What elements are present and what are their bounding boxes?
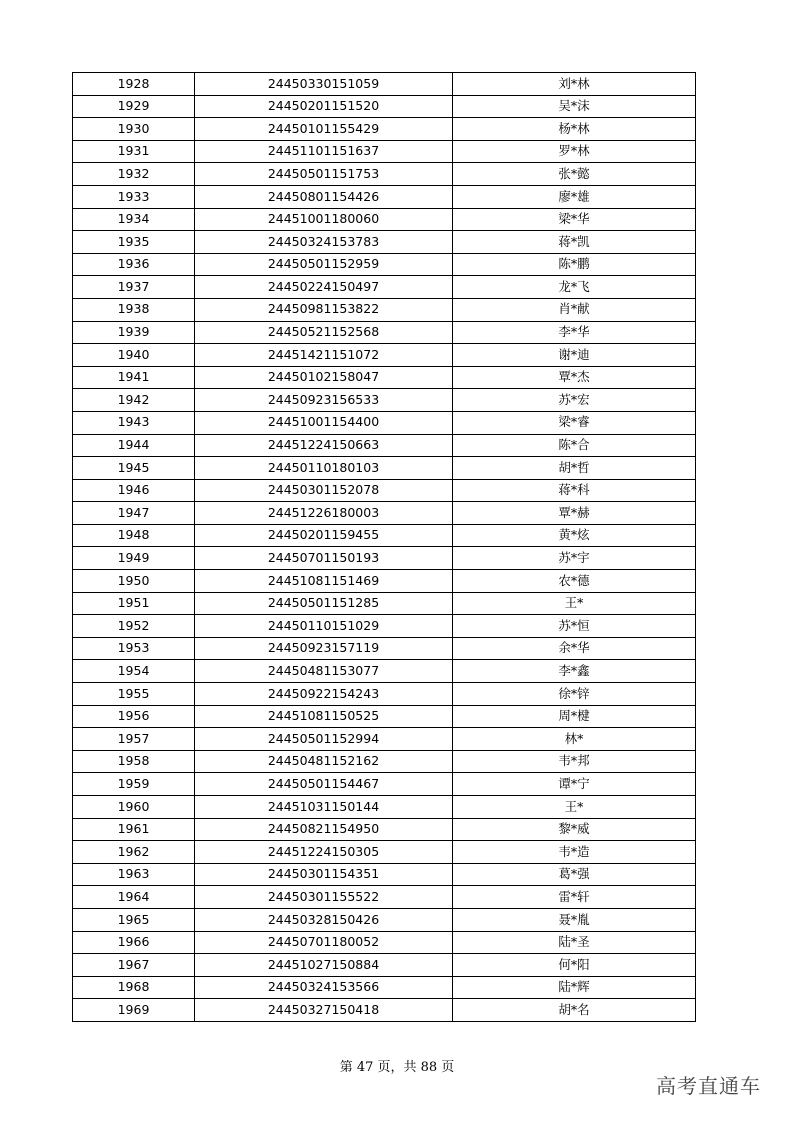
- candidate-name-cell: 王*: [453, 592, 696, 615]
- table-row: [73, 705, 696, 728]
- candidate-id-cell: 24450701150193: [195, 547, 453, 570]
- candidate-name-cell: 李*鑫: [453, 660, 696, 683]
- candidate-id-cell: 24450701180052: [195, 931, 453, 954]
- candidate-name-cell: 陆*辉: [453, 976, 696, 999]
- candidate-name-cell: 刘*林: [453, 73, 696, 96]
- table-row: [73, 931, 696, 954]
- candidate-id-cell: 24450801154426: [195, 185, 453, 208]
- table-row: [73, 253, 696, 276]
- candidate-name-cell: 聂*胤: [453, 908, 696, 931]
- candidate-name-cell: 周*楗: [453, 705, 696, 728]
- table-row: [73, 95, 696, 118]
- row-number-cell: 1953: [73, 637, 195, 660]
- table-row: [73, 570, 696, 593]
- table-row: [73, 502, 696, 525]
- candidate-name-cell: 蒋*凯: [453, 231, 696, 254]
- table-row: [73, 524, 696, 547]
- candidate-name-cell: 徐*锌: [453, 683, 696, 706]
- row-number-cell: 1942: [73, 389, 195, 412]
- candidate-name-cell: 何*阳: [453, 954, 696, 977]
- row-number-cell: 1954: [73, 660, 195, 683]
- candidate-id-cell: 24451081150525: [195, 705, 453, 728]
- candidate-id-cell: 24450327150418: [195, 999, 453, 1022]
- row-number-cell: 1948: [73, 524, 195, 547]
- table-row: [73, 344, 696, 367]
- candidate-id-cell: 24450301152078: [195, 479, 453, 502]
- table-row: [73, 637, 696, 660]
- table-row: [73, 276, 696, 299]
- row-number-cell: 1968: [73, 976, 195, 999]
- row-number-cell: 1940: [73, 344, 195, 367]
- row-number-cell: 1951: [73, 592, 195, 615]
- row-number-cell: 1934: [73, 208, 195, 231]
- table-row: [73, 208, 696, 231]
- row-number-cell: 1959: [73, 773, 195, 796]
- candidate-id-cell: 24450481152162: [195, 750, 453, 773]
- table-row: [73, 366, 696, 389]
- table-row: [73, 231, 696, 254]
- row-number-cell: 1966: [73, 931, 195, 954]
- row-number-cell: 1967: [73, 954, 195, 977]
- table-row: [73, 457, 696, 480]
- candidate-id-cell: 24450110151029: [195, 615, 453, 638]
- candidate-id-cell: 24450330151059: [195, 73, 453, 96]
- candidate-name-cell: 梁*华: [453, 208, 696, 231]
- candidate-id-cell: 24450981153822: [195, 298, 453, 321]
- table-row: [73, 796, 696, 819]
- table-row: [73, 841, 696, 864]
- table-row: [73, 818, 696, 841]
- row-number-cell: 1946: [73, 479, 195, 502]
- table-row: [73, 954, 696, 977]
- table-row: [73, 298, 696, 321]
- row-number-cell: 1945: [73, 457, 195, 480]
- table-row: [73, 728, 696, 751]
- table-row: [73, 389, 696, 412]
- candidate-name-cell: 覃*杰: [453, 366, 696, 389]
- candidate-id-cell: 24451421151072: [195, 344, 453, 367]
- candidate-id-cell: 24451224150663: [195, 434, 453, 457]
- row-number-cell: 1937: [73, 276, 195, 299]
- row-number-cell: 1933: [73, 185, 195, 208]
- candidate-id-cell: 24450301155522: [195, 886, 453, 909]
- candidate-name-cell: 覃*赫: [453, 502, 696, 525]
- row-number-cell: 1944: [73, 434, 195, 457]
- candidate-name-cell: 谭*宁: [453, 773, 696, 796]
- candidate-name-cell: 蒋*科: [453, 479, 696, 502]
- candidate-name-cell: 余*华: [453, 637, 696, 660]
- candidate-id-cell: 24451101151637: [195, 140, 453, 163]
- table-row: [73, 683, 696, 706]
- row-number-cell: 1960: [73, 796, 195, 819]
- candidate-id-cell: 24450301154351: [195, 863, 453, 886]
- row-number-cell: 1952: [73, 615, 195, 638]
- row-number-cell: 1962: [73, 841, 195, 864]
- candidate-name-cell: 陆*圣: [453, 931, 696, 954]
- table-row: [73, 592, 696, 615]
- candidate-id-cell: 24451031150144: [195, 796, 453, 819]
- candidate-id-cell: 24450328150426: [195, 908, 453, 931]
- candidate-id-cell: 24450201151520: [195, 95, 453, 118]
- candidate-name-cell: 黎*威: [453, 818, 696, 841]
- candidate-name-cell: 雷*轩: [453, 886, 696, 909]
- candidate-id-cell: 24450923157119: [195, 637, 453, 660]
- table-row: [73, 908, 696, 931]
- row-number-cell: 1932: [73, 163, 195, 186]
- table-row: [73, 118, 696, 141]
- candidate-id-cell: 24451001180060: [195, 208, 453, 231]
- candidate-id-cell: 24450501151753: [195, 163, 453, 186]
- candidate-name-cell: 王*: [453, 796, 696, 819]
- candidate-id-cell: 24451226180003: [195, 502, 453, 525]
- row-number-cell: 1949: [73, 547, 195, 570]
- candidate-name-cell: 陈*合: [453, 434, 696, 457]
- candidate-id-cell: 24450224150497: [195, 276, 453, 299]
- candidate-id-cell: 24451081151469: [195, 570, 453, 593]
- candidate-id-cell: 24450102158047: [195, 366, 453, 389]
- candidate-id-cell: 24451224150305: [195, 841, 453, 864]
- candidate-id-cell: 24450324153566: [195, 976, 453, 999]
- table-row: [73, 479, 696, 502]
- candidate-name-cell: 廖*雄: [453, 185, 696, 208]
- candidate-id-cell: 24450324153783: [195, 231, 453, 254]
- table-row: [73, 140, 696, 163]
- row-number-cell: 1950: [73, 570, 195, 593]
- row-number-cell: 1947: [73, 502, 195, 525]
- candidate-name-cell: 林*: [453, 728, 696, 751]
- candidate-name-cell: 葛*强: [453, 863, 696, 886]
- candidate-name-cell: 韦*造: [453, 841, 696, 864]
- candidate-name-cell: 龙*飞: [453, 276, 696, 299]
- table-row: [73, 321, 696, 344]
- row-number-cell: 1928: [73, 73, 195, 96]
- table-row: [73, 411, 696, 434]
- candidate-name-cell: 谢*迪: [453, 344, 696, 367]
- page-footer: 第 47 页，共 88 页: [339, 1060, 455, 1075]
- candidate-id-cell: 24450101155429: [195, 118, 453, 141]
- table-row: [73, 615, 696, 638]
- row-number-cell: 1935: [73, 231, 195, 254]
- candidate-id-cell: 24451001154400: [195, 411, 453, 434]
- table-row: [73, 163, 696, 186]
- row-number-cell: 1955: [73, 683, 195, 706]
- candidate-name-cell: 李*华: [453, 321, 696, 344]
- candidate-name-cell: 黄*炫: [453, 524, 696, 547]
- row-number-cell: 1969: [73, 999, 195, 1022]
- table-row: [73, 886, 696, 909]
- table-row: [73, 773, 696, 796]
- candidate-id-cell: 24450521152568: [195, 321, 453, 344]
- candidate-name-cell: 张*懿: [453, 163, 696, 186]
- row-number-cell: 1939: [73, 321, 195, 344]
- candidate-name-cell: 胡*名: [453, 999, 696, 1022]
- candidate-name-cell: 苏*宏: [453, 389, 696, 412]
- candidate-name-cell: 胡*哲: [453, 457, 696, 480]
- table-row: [73, 863, 696, 886]
- watermark-logo: 高考直通车: [656, 1074, 761, 1098]
- table-row: [73, 547, 696, 570]
- table-row: [73, 434, 696, 457]
- row-number-cell: 1961: [73, 818, 195, 841]
- candidate-id-cell: 24450481153077: [195, 660, 453, 683]
- row-number-cell: 1958: [73, 750, 195, 773]
- candidate-name-cell: 杨*林: [453, 118, 696, 141]
- row-number-cell: 1965: [73, 908, 195, 931]
- candidate-name-cell: 梁*睿: [453, 411, 696, 434]
- candidate-name-cell: 苏*宇: [453, 547, 696, 570]
- row-number-cell: 1938: [73, 298, 195, 321]
- row-number-cell: 1956: [73, 705, 195, 728]
- candidate-id-cell: 24451027150884: [195, 954, 453, 977]
- roster-table-body: [73, 73, 696, 1022]
- row-number-cell: 1964: [73, 886, 195, 909]
- candidate-name-cell: 农*德: [453, 570, 696, 593]
- candidate-id-cell: 24450501154467: [195, 773, 453, 796]
- table-row: [73, 73, 696, 96]
- candidate-id-cell: 24450501152994: [195, 728, 453, 751]
- candidate-name-cell: 肖*献: [453, 298, 696, 321]
- table-row: [73, 660, 696, 683]
- table-row: [73, 976, 696, 999]
- row-number-cell: 1929: [73, 95, 195, 118]
- row-number-cell: 1963: [73, 863, 195, 886]
- roster-table: [72, 72, 696, 1022]
- candidate-id-cell: 24450110180103: [195, 457, 453, 480]
- table-row: [73, 750, 696, 773]
- candidate-name-cell: 苏*恒: [453, 615, 696, 638]
- table-row: [73, 185, 696, 208]
- row-number-cell: 1936: [73, 253, 195, 276]
- table-row: [73, 999, 696, 1022]
- candidate-id-cell: 24450821154950: [195, 818, 453, 841]
- candidate-name-cell: 陈*鹏: [453, 253, 696, 276]
- candidate-id-cell: 24450922154243: [195, 683, 453, 706]
- candidate-id-cell: 24450501151285: [195, 592, 453, 615]
- candidate-id-cell: 24450923156533: [195, 389, 453, 412]
- candidate-name-cell: 罗*林: [453, 140, 696, 163]
- row-number-cell: 1957: [73, 728, 195, 751]
- candidate-id-cell: 24450201159455: [195, 524, 453, 547]
- row-number-cell: 1930: [73, 118, 195, 141]
- row-number-cell: 1931: [73, 140, 195, 163]
- candidate-id-cell: 24450501152959: [195, 253, 453, 276]
- row-number-cell: 1943: [73, 411, 195, 434]
- candidate-name-cell: 韦*邦: [453, 750, 696, 773]
- candidate-name-cell: 吴*沫: [453, 95, 696, 118]
- row-number-cell: 1941: [73, 366, 195, 389]
